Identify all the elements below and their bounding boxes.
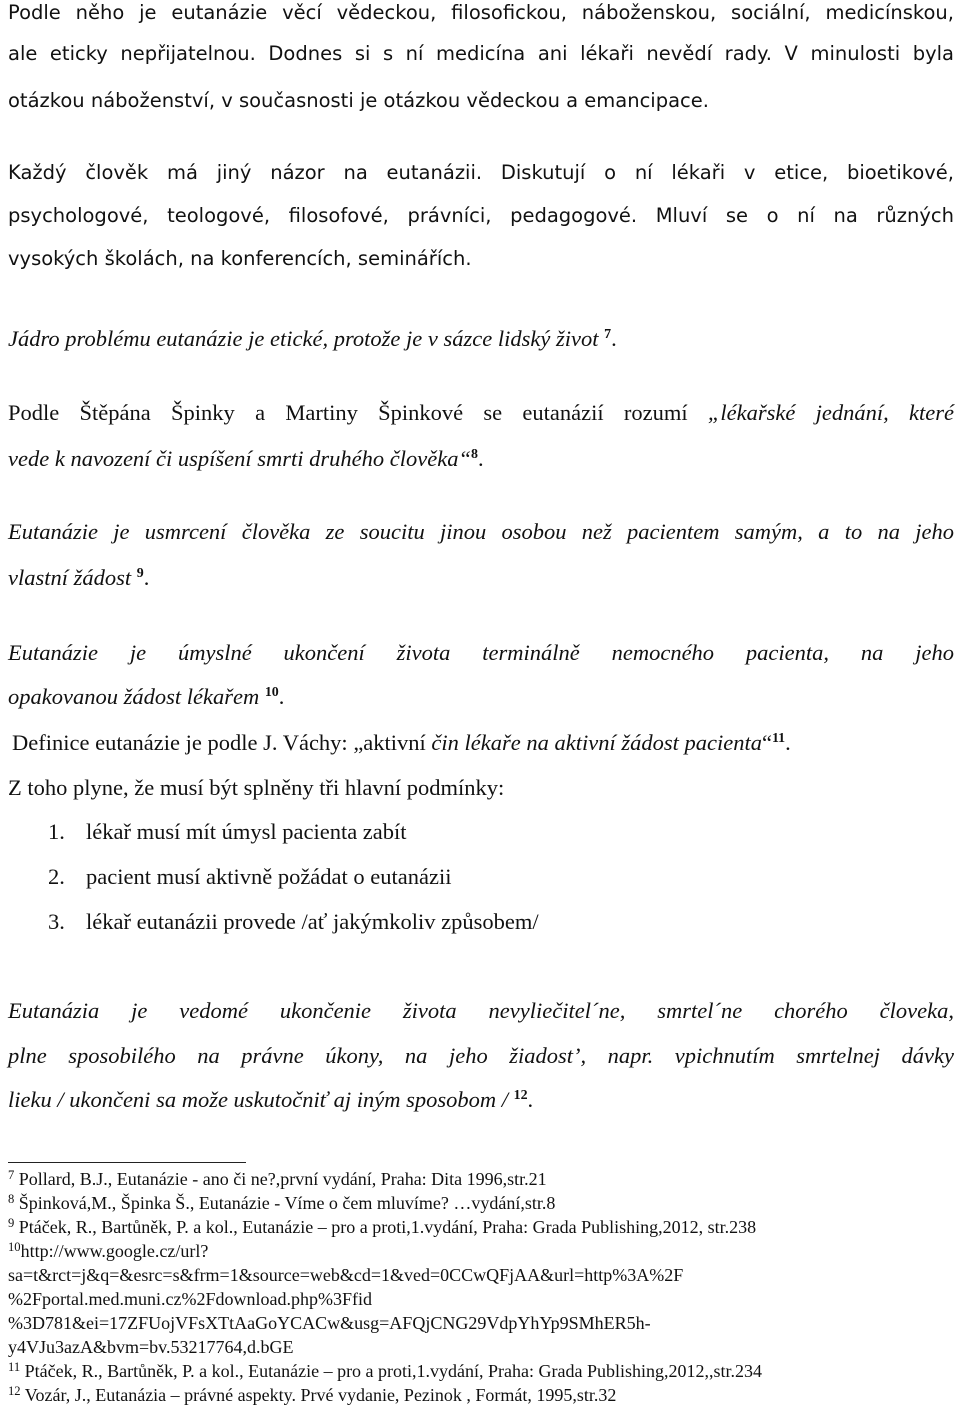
text-line: otázkou náboženství, v současnosti je otázkou vědeckou a emancipace. bbox=[8, 89, 709, 112]
footnote-number: 11 bbox=[8, 1359, 21, 1374]
footnote-link[interactable]: %3D781&ei=17ZFUojVFsXTtAaGoYCACw&usg=AFQjCNG29VdpYhYp9SMhER5h- bbox=[8, 1313, 651, 1333]
text-line bbox=[8, 400, 954, 426]
list-number: 3. bbox=[48, 909, 65, 934]
footnote-continuation[interactable] bbox=[8, 1311, 954, 1335]
punctuation: . bbox=[527, 1087, 534, 1112]
text-line: Podle něho je eutanázie věcí vědeckou, filosofickou, náboženskou, sociální, medicínskou, bbox=[8, 1, 954, 24]
text-line: Eutanázie je usmrcení člověka ze soucitu jinou osobou než pacientem samým, a to na jeho bbox=[8, 519, 954, 544]
punctuation: . bbox=[785, 730, 791, 755]
paragraph-vacha-definition bbox=[12, 730, 958, 756]
italic-quote: „lékařské jednání, které bbox=[707, 400, 954, 425]
italic-text: vlastní žádost bbox=[8, 565, 132, 590]
footnote-text: Ptáček, R., Bartůněk, P. a kol., Eutanázie – pro a proti,1.vydání, Praha: Grada Publishing,2012,,str.234 bbox=[24, 1361, 763, 1381]
text-line: Z toho plyne, že musí být splněny tři hlavní podmínky: bbox=[8, 775, 505, 800]
punctuation: . bbox=[278, 684, 285, 709]
quote-close: “ bbox=[761, 730, 772, 755]
footnote-item bbox=[8, 1167, 954, 1191]
footnote-text: Ptáček, R., Bartůněk, P. a kol., Eutanázie – pro a proti,1.vydání, Praha: Grada Publishing,2012, str.238 bbox=[18, 1217, 757, 1237]
footnote-text: Pollard, B.J., Eutanázie - ano či ne?,první vydání, Praha: Dita 1996,str.21 bbox=[18, 1169, 547, 1189]
list-text: lékař eutanázii provede /ať jakýmkoliv způsobem/ bbox=[86, 909, 539, 934]
footnote-continuation[interactable] bbox=[8, 1263, 954, 1287]
footnote-number: 8 bbox=[8, 1191, 15, 1206]
list-number: 2. bbox=[48, 864, 65, 889]
italic-quote: vede k navození či uspíšení smrti druhého člověka“ bbox=[8, 446, 472, 471]
italic-text: Jádro problému eutanázie je etické, protože je v sázce lidský život bbox=[8, 326, 599, 351]
text-run: Definice eutanázie je podle J. Váchy: bbox=[12, 730, 354, 755]
quote-open: „aktivní bbox=[353, 730, 432, 755]
text-line bbox=[8, 684, 284, 710]
punctuation: . bbox=[477, 446, 484, 471]
italic-text: lieku / ukončeni sa može uskutočniť aj iným sposobom / bbox=[8, 1087, 508, 1112]
footnotes bbox=[8, 1167, 954, 1407]
italic-text: opakovanou žádost lékařem bbox=[8, 684, 260, 709]
footnote-ref: 10 bbox=[264, 685, 279, 701]
footnote-ref: 7 bbox=[604, 327, 612, 343]
footnote-ref: 8 bbox=[471, 447, 478, 463]
footnote-continuation[interactable] bbox=[8, 1335, 954, 1359]
text-line: plne sposobilého na právne úkony, na jeho žiadost’, napr. vpichnutím smrtelnej dávky bbox=[8, 1043, 954, 1068]
paragraph-conditions-intro bbox=[8, 775, 954, 801]
list-item bbox=[48, 819, 407, 845]
list-number: 1. bbox=[48, 819, 65, 844]
footnote-ref: 12 bbox=[513, 1088, 528, 1104]
text-line bbox=[8, 1087, 533, 1113]
punctuation: . bbox=[611, 326, 617, 351]
text-line: Eutanázie je úmyslné ukončení života terminálně nemocného pacienta, na jeho bbox=[8, 640, 954, 665]
paragraph-ethics bbox=[8, 326, 954, 352]
text-line bbox=[8, 326, 954, 352]
list-text: pacient musí aktivně požádat o eutanázii bbox=[86, 864, 452, 889]
text-line: psychologové, teologové, filosofové, právníci, pedagogové. Mluví se o ní na různých bbox=[8, 204, 954, 227]
text-line: Každý člověk má jiný názor na eutanázii. Diskutují o ní lékaři v etice, bioetikové, bbox=[8, 161, 954, 184]
footnote-number: 7 bbox=[8, 1167, 15, 1182]
paragraph-intro bbox=[8, 0, 954, 112]
footnote-item bbox=[8, 1383, 954, 1407]
punctuation: . bbox=[143, 565, 150, 590]
list-item bbox=[48, 864, 451, 890]
footnote-item[interactable] bbox=[8, 1239, 954, 1263]
footnote-link[interactable]: http://www.google.cz/url? bbox=[20, 1241, 209, 1261]
italic-quote: čin lékaře na aktivní žádost pacienta bbox=[431, 730, 762, 755]
footnote-item bbox=[8, 1359, 954, 1383]
text-line: vysokých školách, na konferencích, seminářích. bbox=[8, 247, 472, 270]
list-item bbox=[48, 909, 539, 935]
footnote-continuation[interactable] bbox=[8, 1287, 954, 1311]
footnote-text: Vozár, J., Eutanázia – právné aspekty. Prvé vydanie, Pezinok , Formát, 1995,str.32 bbox=[24, 1385, 617, 1405]
footnote-separator bbox=[8, 1162, 246, 1163]
text-line bbox=[8, 446, 484, 472]
text-line: Eutanázia je vedomé ukončenie života nevyliečitel´ne, smrtel´ne chorého človeka, bbox=[8, 998, 954, 1023]
footnote-ref: 11 bbox=[771, 731, 786, 747]
text-line bbox=[12, 730, 958, 756]
footnote-ref: 9 bbox=[136, 566, 144, 582]
footnote-number: 9 bbox=[8, 1215, 15, 1230]
footnote-link[interactable]: %2Fportal.med.muni.cz%2Fdownload.php%3Ffid bbox=[8, 1289, 372, 1309]
footnote-link[interactable]: sa=t&rct=j&q=&esrc=s&frm=1&source=web&cd=1&ved=0CCwQFjAA&url=http%3A%2F bbox=[8, 1265, 684, 1285]
footnote-item bbox=[8, 1215, 954, 1239]
footnote-item bbox=[8, 1191, 954, 1215]
text-run: Podle Štěpána Špinky a Martiny Špinkové se eutanázií rozumí bbox=[8, 400, 708, 425]
text-line bbox=[8, 565, 149, 591]
list-text: lékař musí mít úmysl pacienta zabít bbox=[86, 819, 407, 844]
footnote-text: Špinková,M., Špinka Š., Eutanázie - Víme o čem mluvíme? …vydání,str.8 bbox=[18, 1193, 556, 1213]
text-line: ale eticky nepřijatelnou. Dodnes si s ní medicína ani lékaři nevědí rady. V minulosti byla bbox=[8, 42, 954, 65]
footnote-number: 10 bbox=[8, 1239, 21, 1254]
footnote-number: 12 bbox=[8, 1383, 21, 1398]
footnote-link[interactable]: y4VJu3azA&bvm=bv.53217764,d.bGE bbox=[8, 1337, 294, 1357]
